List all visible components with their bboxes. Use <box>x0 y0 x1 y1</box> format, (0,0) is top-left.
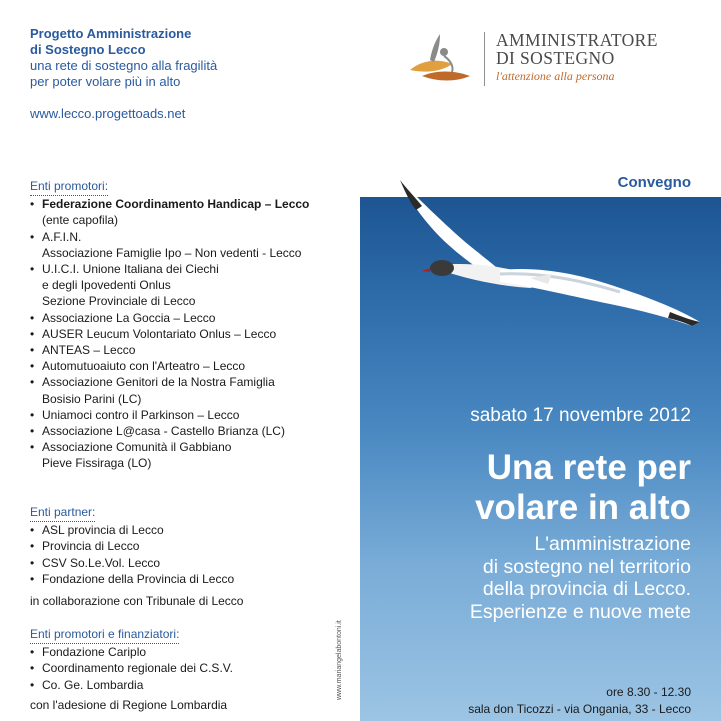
list-item <box>30 407 350 423</box>
list-item-line: • AUSER Leucum Volontariato Onlus – Lecco <box>42 326 277 341</box>
event-time: ore 8.30 - 12.30 <box>606 685 691 699</box>
list-item-line: • Associazione L@casa - Castello Brianza (LC) <box>42 424 285 439</box>
project-header <box>30 26 330 90</box>
left-column <box>0 0 360 721</box>
list-item <box>30 326 350 342</box>
event-subtitle <box>470 533 691 623</box>
list-item-line: • Provincia di Lecco <box>42 539 140 554</box>
list-item <box>30 439 350 471</box>
list-item <box>30 571 350 587</box>
list-item <box>30 310 350 326</box>
list-item-line: • Coordinamento regionale dei C.S.V. <box>42 661 234 676</box>
list-item-line: • A.F.I.N. <box>42 229 82 244</box>
project-tagline-line: una rete di sostegno alla fragilità <box>30 58 218 73</box>
promotori-section <box>30 178 350 472</box>
promotori-title: Enti promotori: <box>30 178 108 196</box>
list-item-line: • Fondazione Cariplo <box>42 645 147 660</box>
list-item-line: Bosisio Parini (LC) <box>42 391 142 406</box>
logo-divider <box>484 32 485 86</box>
event-subtitle-line: della provincia di Lecco. <box>482 578 691 600</box>
event-title-line: Una rete per <box>486 448 691 487</box>
designer-credit: www.mariangelabontoni.it <box>336 620 343 700</box>
list-item <box>30 374 350 406</box>
list-item-line: • Associazione La Goccia – Lecco <box>42 310 216 325</box>
list-item <box>30 555 350 571</box>
list-item <box>30 660 350 676</box>
list-item-line: • Fondazione della Provincia di Lecco <box>42 571 235 586</box>
list-item-line: • Associazione Comunità il Gabbiano <box>42 440 232 455</box>
partner-list <box>30 522 350 587</box>
project-title-line: Progetto Amministrazione <box>30 26 192 41</box>
logo-line2: DI SOSTEGNO <box>496 48 615 68</box>
list-item-line: • ANTEAS – Lecco <box>42 343 136 358</box>
list-item <box>30 423 350 439</box>
seagull-icon <box>380 170 710 340</box>
logo-line1: AMMINISTRATORE <box>496 30 658 50</box>
website-link[interactable]: www.lecco.progettoads.net <box>30 106 186 121</box>
partner-section <box>30 504 350 587</box>
event-subtitle-line: L'amministrazione <box>534 533 691 555</box>
partner-title: Enti partner: <box>30 504 95 522</box>
event-label: Convegno <box>617 174 691 191</box>
event-title-line: volare in alto <box>475 488 691 527</box>
list-item <box>30 538 350 554</box>
list-item-line: • Federazione Coordinamento Handicap – Lecco <box>42 197 310 212</box>
project-title-line: di Sostegno Lecco <box>30 42 146 57</box>
adesione-note: con l'adesione di Regione Lombardia <box>30 698 228 712</box>
event-venue: sala don Ticozzi - via Ongania, 33 - Lecco <box>468 702 691 716</box>
list-item-line: • CSV So.Le.Vol. Lecco <box>42 555 161 570</box>
finanziatori-title: Enti promotori e finanziatori: <box>30 626 179 644</box>
list-item-line: • Uniamoci contro il Parkinson – Lecco <box>42 407 240 422</box>
promotori-list <box>30 196 350 471</box>
list-item-line: Associazione Famiglie Ipo – Non vedenti - Lecco <box>42 245 302 260</box>
event-subtitle-line: di sostegno nel territorio <box>482 555 691 578</box>
list-item <box>30 522 350 538</box>
event-subtitle-line: Esperienze e nuove mete <box>469 600 691 623</box>
list-item <box>30 644 350 660</box>
finanziatori-section <box>30 626 350 693</box>
list-item-line: Pieve Fissiraga (LO) <box>42 456 152 471</box>
list-item-line: • Automutuoaiuto con l'Arteatro – Lecco <box>42 359 246 374</box>
list-item-line: • ASL provincia di Lecco <box>42 523 164 538</box>
list-item-line: (ente capofila) <box>42 213 119 228</box>
list-item <box>30 261 350 310</box>
list-item <box>30 677 350 693</box>
logo-slogan: l'attenzione alla persona <box>496 69 615 83</box>
logo <box>400 26 700 96</box>
list-item-line: • Associazione Genitori de la Nostra Famiglia <box>42 375 275 390</box>
finanziatori-list <box>30 644 350 693</box>
event-date: sabato 17 novembre 2012 <box>470 405 691 426</box>
list-item <box>30 229 350 261</box>
logo-figure-icon <box>400 30 480 90</box>
collaboration-note: in collaborazione con Tribunale di Lecco <box>30 594 244 608</box>
list-item <box>30 342 350 358</box>
list-item <box>30 196 350 228</box>
list-item-line: • Co. Ge. Lombardia <box>42 677 144 692</box>
list-item-line: • U.I.C.I. Unione Italiana dei Ciechi <box>42 262 219 277</box>
list-item-line: Sezione Provinciale di Lecco <box>42 294 196 309</box>
list-item <box>30 358 350 374</box>
list-item-line: e degli Ipovedenti Onlus <box>42 278 171 293</box>
project-tagline-line: per poter volare più in alto <box>30 74 181 89</box>
event-title <box>475 448 691 528</box>
